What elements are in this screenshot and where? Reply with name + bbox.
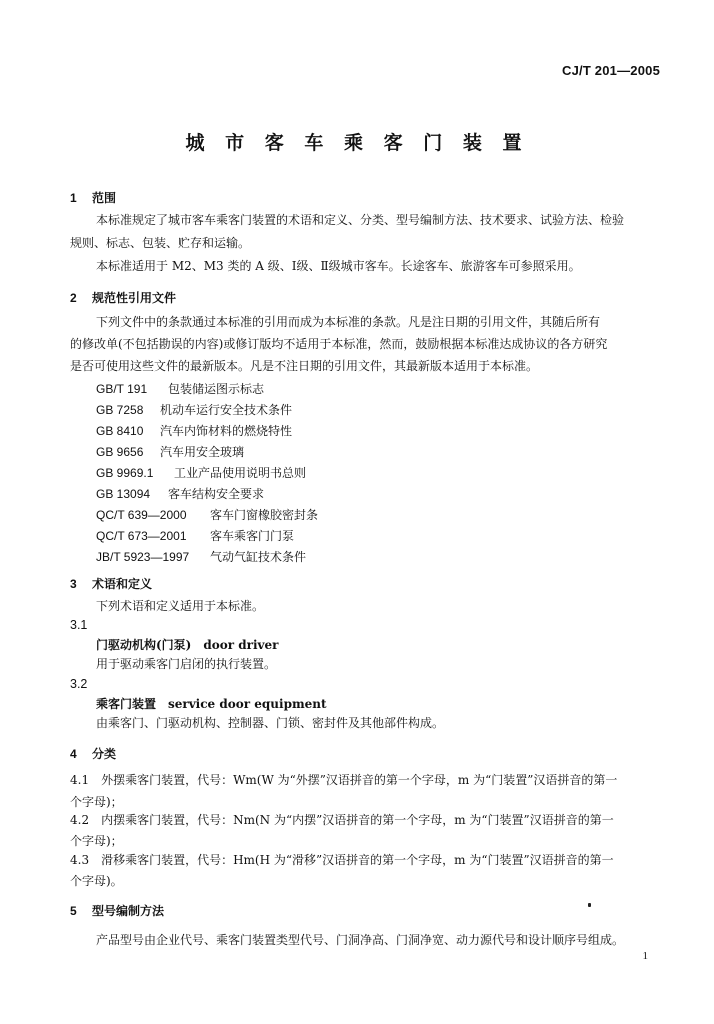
section-2-paragraph-line-1: 下列文件中的条款通过本标准的引用而成为本标准的条款。凡是注日期的引用文件，其随后所有 bbox=[96, 315, 601, 329]
section-2-paragraph-line-3: 是否可使用这些文件的最新版本。凡是不注日期的引用文件，其最新版本适用于本标准。 bbox=[70, 359, 539, 373]
section-1-paragraph-1-line-1: 本标准规定了城市客车乘客门装置的术语和定义、分类、型号编制方法、技术要求、试验方法、检验 bbox=[96, 213, 625, 227]
standard-code: CJ/T 201—2005 bbox=[562, 63, 660, 78]
term-3-1-name: 门驱动机构(门泵) door driver bbox=[96, 638, 279, 652]
reference-code: GB 13094 bbox=[96, 487, 151, 501]
reference-item bbox=[96, 422, 292, 439]
section-4-number: 4 bbox=[70, 747, 77, 761]
term-3-1-definition: 用于驱动乘客门启闭的执行装置。 bbox=[96, 657, 277, 671]
section-4-title: 分类 bbox=[92, 747, 117, 761]
reference-code: JB/T 5923—1997 bbox=[96, 550, 190, 564]
reference-code: GB 9969.1 bbox=[96, 466, 154, 480]
reference-title: 机动车运行安全技术条件 bbox=[160, 403, 293, 417]
term-3-2-number: 3.2 bbox=[70, 677, 88, 691]
reference-code: GB 8410 bbox=[96, 424, 144, 438]
reference-code: QC/T 673—2001 bbox=[96, 529, 187, 543]
reference-title: 包装储运图示标志 bbox=[168, 382, 265, 396]
reference-item bbox=[96, 548, 306, 565]
clause-4-3-line-1: 4.3 滑移乘客门装置，代号：Hm(H 为“滑移”汉语拼音的第一个字母，m 为“门装置”汉语拼音的第一 bbox=[70, 853, 614, 867]
section-3-intro: 下列术语和定义适用于本标准。 bbox=[96, 599, 265, 613]
reference-item bbox=[96, 527, 294, 544]
section-3-title: 术语和定义 bbox=[92, 577, 153, 591]
section-5-paragraph: 产品型号由企业代号、乘客门装置类型代号、门洞净高、门洞净宽、动力源代号和设计顺序号组成。 bbox=[96, 933, 625, 947]
reference-code: GB 9656 bbox=[96, 445, 144, 459]
clause-4-1-line-1: 4.1 外摆乘客门装置，代号：Wm(W 为“外摆”汉语拼音的第一个字母，m 为“门装置”汉语拼音的第一 bbox=[70, 773, 618, 787]
term-3-2-name: 乘客门装置 service door equipment bbox=[96, 697, 327, 711]
section-1-paragraph-2: 本标准适用于 M2、M3 类的 A 级、Ⅰ级、Ⅱ级城市客车。长途客车、旅游客车可参照采用。 bbox=[96, 259, 581, 273]
reference-item bbox=[96, 380, 264, 397]
section-2-number: 2 bbox=[70, 291, 77, 305]
section-1-heading bbox=[70, 189, 116, 206]
section-2-title: 规范性引用文件 bbox=[92, 291, 177, 305]
reference-item bbox=[96, 443, 244, 460]
reference-title: 客车结构安全要求 bbox=[168, 487, 265, 501]
term-3-1-number: 3.1 bbox=[70, 618, 88, 632]
term-3-2-definition: 由乘客门、门驱动机构、控制器、门锁、密封件及其他部件构成。 bbox=[96, 716, 445, 730]
page-number: 1 bbox=[642, 950, 648, 962]
reference-title: 工业产品使用说明书总则 bbox=[174, 466, 307, 480]
reference-code: GB/T 191 bbox=[96, 382, 148, 396]
reference-title: 气动气缸技术条件 bbox=[210, 550, 307, 564]
reference-item bbox=[96, 506, 318, 523]
clause-4-3-line-2: 个字母)。 bbox=[70, 874, 123, 888]
reference-title: 客车门窗橡胶密封条 bbox=[210, 508, 319, 522]
reference-title: 汽车用安全玻璃 bbox=[160, 445, 245, 459]
scan-speck bbox=[588, 903, 591, 907]
reference-title: 汽车内饰材料的燃烧特性 bbox=[160, 424, 293, 438]
section-1-number: 1 bbox=[70, 191, 77, 205]
reference-code: GB 7258 bbox=[96, 403, 144, 417]
section-3-heading bbox=[70, 575, 152, 592]
section-4-heading bbox=[70, 745, 116, 762]
clause-4-1-line-2: 个字母)； bbox=[70, 795, 123, 809]
section-1-paragraph-1-line-2: 规则、标志、包装、贮存和运输。 bbox=[70, 236, 251, 250]
section-5-heading bbox=[70, 902, 164, 919]
reference-code: QC/T 639—2000 bbox=[96, 508, 187, 522]
reference-title: 客车乘客门门泵 bbox=[210, 529, 295, 543]
document-title: 城 市 客 车 乘 客 门 装 置 bbox=[185, 132, 529, 154]
section-2-paragraph-line-2: 的修改单(不包括勘误的内容)或修订版均不适用于本标准，然而，鼓励根据本标准达成协议的各方研究 bbox=[70, 337, 608, 351]
reference-item bbox=[96, 485, 264, 502]
section-3-number: 3 bbox=[70, 577, 77, 591]
section-5-number: 5 bbox=[70, 904, 77, 918]
section-1-title: 范围 bbox=[92, 191, 117, 205]
section-5-title: 型号编制方法 bbox=[92, 904, 165, 918]
reference-item bbox=[96, 464, 306, 481]
clause-4-2-line-1: 4.2 内摆乘客门装置，代号：Nm(N 为“内摆”汉语拼音的第一个字母，m 为“门装置”汉语拼音的第一 bbox=[70, 813, 614, 827]
section-2-heading bbox=[70, 289, 176, 306]
reference-item bbox=[96, 401, 292, 418]
clause-4-2-line-2: 个字母)； bbox=[70, 834, 123, 848]
